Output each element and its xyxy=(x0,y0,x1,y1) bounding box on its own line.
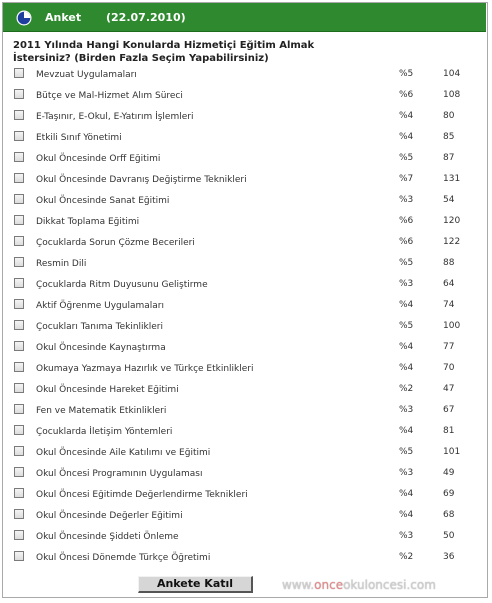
option-checkbox[interactable] xyxy=(14,509,24,519)
option-checkbox[interactable] xyxy=(14,446,24,456)
option-percent: %5 xyxy=(399,69,414,79)
poll-option-row xyxy=(0,148,492,169)
poll-option-row xyxy=(0,169,492,190)
poll-option-row xyxy=(0,211,492,232)
option-percent: %4 xyxy=(399,426,414,436)
option-checkbox[interactable] xyxy=(14,236,24,246)
option-percent: %5 xyxy=(399,447,414,457)
option-label: Mevzuat Uygulamaları xyxy=(36,70,137,80)
option-label: Okul Öncesi Eğitimde Değerlendirme Teknikleri xyxy=(36,490,248,500)
option-count: 101 xyxy=(443,447,461,457)
option-checkbox[interactable] xyxy=(14,383,24,393)
option-percent: %3 xyxy=(399,279,414,289)
option-count: 64 xyxy=(443,279,455,289)
option-percent: %4 xyxy=(399,300,414,310)
option-label: Dikkat Toplama Eğitimi xyxy=(36,217,140,227)
pie-chart-icon xyxy=(16,10,32,26)
option-count: 74 xyxy=(443,300,455,310)
option-label: Okul Öncesinde Hareket Eğitimi xyxy=(36,385,179,395)
option-count: 87 xyxy=(443,153,455,163)
poll-option-row xyxy=(0,463,492,484)
option-label: Okul Öncesi Dönemde Türkçe Öğretimi xyxy=(36,553,211,563)
option-count: 47 xyxy=(443,384,455,394)
option-percent: %2 xyxy=(399,384,414,394)
option-percent: %4 xyxy=(399,510,414,520)
option-label: Fen ve Matematik Etkinlikleri xyxy=(36,406,167,416)
option-label: Çocuklarda Sorun Çözme Becerileri xyxy=(36,238,195,248)
site-watermark: www.onceokuloncesi.com xyxy=(282,578,436,592)
option-percent: %5 xyxy=(399,153,414,163)
poll-option-row xyxy=(0,442,492,463)
option-count: 88 xyxy=(443,258,455,268)
option-checkbox[interactable] xyxy=(14,341,24,351)
option-percent: %4 xyxy=(399,489,414,499)
poll-title: Anket xyxy=(45,11,82,24)
poll-option-row xyxy=(0,547,492,568)
option-percent: %3 xyxy=(399,468,414,478)
option-checkbox[interactable] xyxy=(14,404,24,414)
poll-option-row xyxy=(0,484,492,505)
option-label: Bütçe ve Mal-Hizmet Alım Süreci xyxy=(36,91,183,101)
option-checkbox[interactable] xyxy=(14,131,24,141)
poll-option-row xyxy=(0,190,492,211)
poll-option-row xyxy=(0,274,492,295)
option-label: Okul Öncesi Programının Uygulaması xyxy=(36,469,203,479)
poll-date: (22.07.2010) xyxy=(106,11,186,24)
option-percent: %6 xyxy=(399,216,414,226)
option-count: 36 xyxy=(443,552,455,562)
option-count: 81 xyxy=(443,426,455,436)
option-count: 104 xyxy=(443,69,461,79)
option-percent: %2 xyxy=(399,552,414,562)
poll-question: 2011 Yılında Hangi Konularda Hizmetiçi Eğitim Almak İstersiniz? (Birden Fazla Seçim Yapabilirsiniz) xyxy=(13,40,315,64)
option-count: 108 xyxy=(443,90,461,100)
option-checkbox[interactable] xyxy=(14,278,24,288)
poll-option-row xyxy=(0,295,492,316)
option-percent: %4 xyxy=(399,111,414,121)
option-percent: %3 xyxy=(399,531,414,541)
poll-option-row xyxy=(0,400,492,421)
option-percent: %4 xyxy=(399,132,414,142)
poll-option-row xyxy=(0,64,492,85)
poll-option-row xyxy=(0,379,492,400)
option-count: 100 xyxy=(443,321,461,331)
option-checkbox[interactable] xyxy=(14,299,24,309)
option-percent: %4 xyxy=(399,342,414,352)
poll-option-row xyxy=(0,127,492,148)
option-count: 120 xyxy=(443,216,461,226)
submit-poll-button[interactable]: Ankete Katıl xyxy=(138,576,253,593)
option-checkbox[interactable] xyxy=(14,152,24,162)
option-count: 77 xyxy=(443,342,455,352)
option-percent: %6 xyxy=(399,237,414,247)
option-count: 69 xyxy=(443,489,455,499)
option-checkbox[interactable] xyxy=(14,68,24,78)
option-checkbox[interactable] xyxy=(14,89,24,99)
option-label: Okul Öncesinde Aile Katılımı ve Eğitimi xyxy=(36,448,211,458)
option-label: Resmin Dili xyxy=(36,259,87,269)
option-label: Okul Öncesinde Değerler Eğitimi xyxy=(36,511,183,521)
option-label: Aktif Öğrenme Uygulamaları xyxy=(36,301,164,311)
option-checkbox[interactable] xyxy=(14,362,24,372)
option-percent: %3 xyxy=(399,405,414,415)
option-label: Okul Öncesinde Sanat Eğitimi xyxy=(36,196,170,206)
option-count: 50 xyxy=(443,531,455,541)
poll-option-row xyxy=(0,232,492,253)
option-count: 85 xyxy=(443,132,455,142)
option-label: Çocuklarda Ritm Duyusunu Geliştirme xyxy=(36,280,208,290)
option-checkbox[interactable] xyxy=(14,257,24,267)
option-count: 67 xyxy=(443,405,455,415)
option-checkbox[interactable] xyxy=(14,173,24,183)
poll-option-row xyxy=(0,85,492,106)
option-count: 80 xyxy=(443,111,455,121)
poll-option-row xyxy=(0,316,492,337)
option-percent: %5 xyxy=(399,321,414,331)
option-label: E-Taşınır, E-Okul, E-Yatırım İşlemleri xyxy=(36,112,194,122)
option-label: Çocukları Tanıma Tekinlikleri xyxy=(36,322,163,332)
option-label: Okul Öncesinde Şiddeti Önleme xyxy=(36,532,179,542)
poll-option-row xyxy=(0,106,492,127)
poll-option-row xyxy=(0,526,492,547)
option-label: Okul Öncesinde Kaynaştırma xyxy=(36,343,166,353)
option-checkbox[interactable] xyxy=(14,551,24,561)
option-count: 68 xyxy=(443,510,455,520)
option-checkbox[interactable] xyxy=(14,110,24,120)
option-checkbox[interactable] xyxy=(14,488,24,498)
option-checkbox[interactable] xyxy=(14,215,24,225)
option-count: 131 xyxy=(443,174,461,184)
poll-options xyxy=(0,64,492,568)
option-count: 49 xyxy=(443,468,455,478)
option-checkbox[interactable] xyxy=(14,194,24,204)
option-checkbox[interactable] xyxy=(14,320,24,330)
poll-option-row xyxy=(0,337,492,358)
option-label: Okul Öncesinde Davranış Değiştirme Teknikleri xyxy=(36,175,247,185)
option-percent: %6 xyxy=(399,90,414,100)
option-percent: %5 xyxy=(399,258,414,268)
option-percent: %4 xyxy=(399,363,414,373)
option-label: Okumaya Yazmaya Hazırlık ve Türkçe Etkinlikleri xyxy=(36,364,254,374)
option-count: 70 xyxy=(443,363,455,373)
option-checkbox[interactable] xyxy=(14,530,24,540)
poll-option-row xyxy=(0,358,492,379)
poll-option-row xyxy=(0,253,492,274)
poll-option-row xyxy=(0,505,492,526)
option-percent: %3 xyxy=(399,195,414,205)
poll-option-row xyxy=(0,421,492,442)
option-label: Okul Öncesinde Orff Eğitimi xyxy=(36,154,161,164)
option-label: Etkili Sınıf Yönetimi xyxy=(36,133,122,143)
option-checkbox[interactable] xyxy=(14,425,24,435)
option-count: 54 xyxy=(443,195,455,205)
poll-header xyxy=(3,3,486,32)
option-checkbox[interactable] xyxy=(14,467,24,477)
option-label: Çocuklarda İletişim Yöntemleri xyxy=(36,427,173,437)
option-percent: %7 xyxy=(399,174,414,184)
option-count: 122 xyxy=(443,237,461,247)
